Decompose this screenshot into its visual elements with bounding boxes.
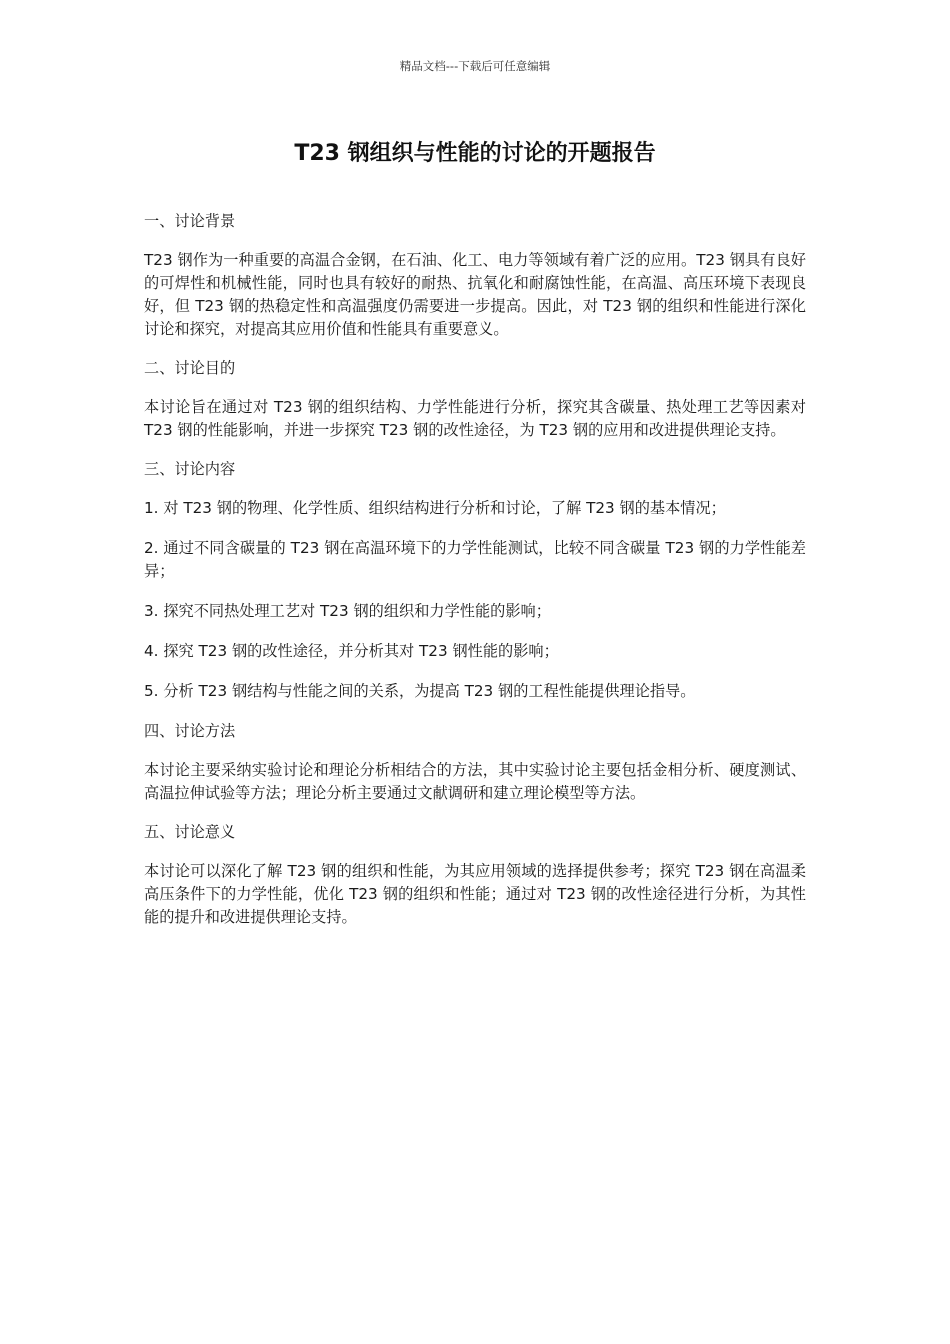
section-heading-method: 四、讨论方法 xyxy=(144,722,236,740)
list-item: 5. 分析 T23 钢结构与性能之间的关系，为提高 T23 钢的工程性能提供理论指导。 xyxy=(144,682,696,700)
section-body-background: T23 钢作为一种重要的高温合金钢，在石油、化工、电力等领域有着广泛的应用。T23 钢具有良好的可焊性和机械性能，同时也具有较好的耐热、抗氧化和耐腐蚀性能，在高温、高压环境下表现良好，但 T23 钢的热稳定性和高温强度仍需要进一步提高。因此，对 T23 钢的组织和性能进行深化讨论和探究，对提高其应用价值和性能具有重要意义。 xyxy=(144,251,806,338)
list-item: 3. 探究不同热处理工艺对 T23 钢的组织和力学性能的影响； xyxy=(144,602,551,620)
section-body-method: 本讨论主要采纳实验讨论和理论分析相结合的方法，其中实验讨论主要包括金相分析、硬度测试、高温拉伸试验等方法；理论分析主要通过文献调研和建立理论模型等方法。 xyxy=(144,761,806,802)
document-body xyxy=(144,210,806,945)
list-item: 1. 对 T23 钢的物理、化学性质、组织结构进行分析和讨论，了解 T23 钢的基本情况； xyxy=(144,499,726,517)
section-heading-significance: 五、讨论意义 xyxy=(144,823,236,841)
section-heading-content: 三、讨论内容 xyxy=(144,460,236,478)
document-title: T23 钢组织与性能的讨论的开题报告 xyxy=(294,141,656,166)
section-heading-background: 一、讨论背景 xyxy=(144,212,236,230)
page-header: 精品文档---下载后可任意编辑 xyxy=(399,59,551,73)
section-body-significance: 本讨论可以深化了解 T23 钢的组织和性能，为其应用领域的选择提供参考；探究 T23 钢在高温柔高压条件下的力学性能，优化 T23 钢的组织和性能；通过对 T23 钢的改性途径进行分析，为其性能的提升和改进提供理论支持。 xyxy=(144,862,806,926)
list-item: 2. 通过不同含碳量的 T23 钢在高温环境下的力学性能测试，比较不同含碳量 T23 钢的力学性能差异； xyxy=(144,539,806,580)
section-heading-purpose: 二、讨论目的 xyxy=(144,359,236,377)
list-item: 4. 探究 T23 钢的改性途径，并分析其对 T23 钢性能的影响； xyxy=(144,642,559,660)
section-body-purpose: 本讨论旨在通过对 T23 钢的组织结构、力学性能进行分析，探究其含碳量、热处理工艺等因素对 T23 钢的性能影响，并进一步探究 T23 钢的改性途径，为 T23 钢的应用和改进提供理论支持。 xyxy=(144,398,806,439)
